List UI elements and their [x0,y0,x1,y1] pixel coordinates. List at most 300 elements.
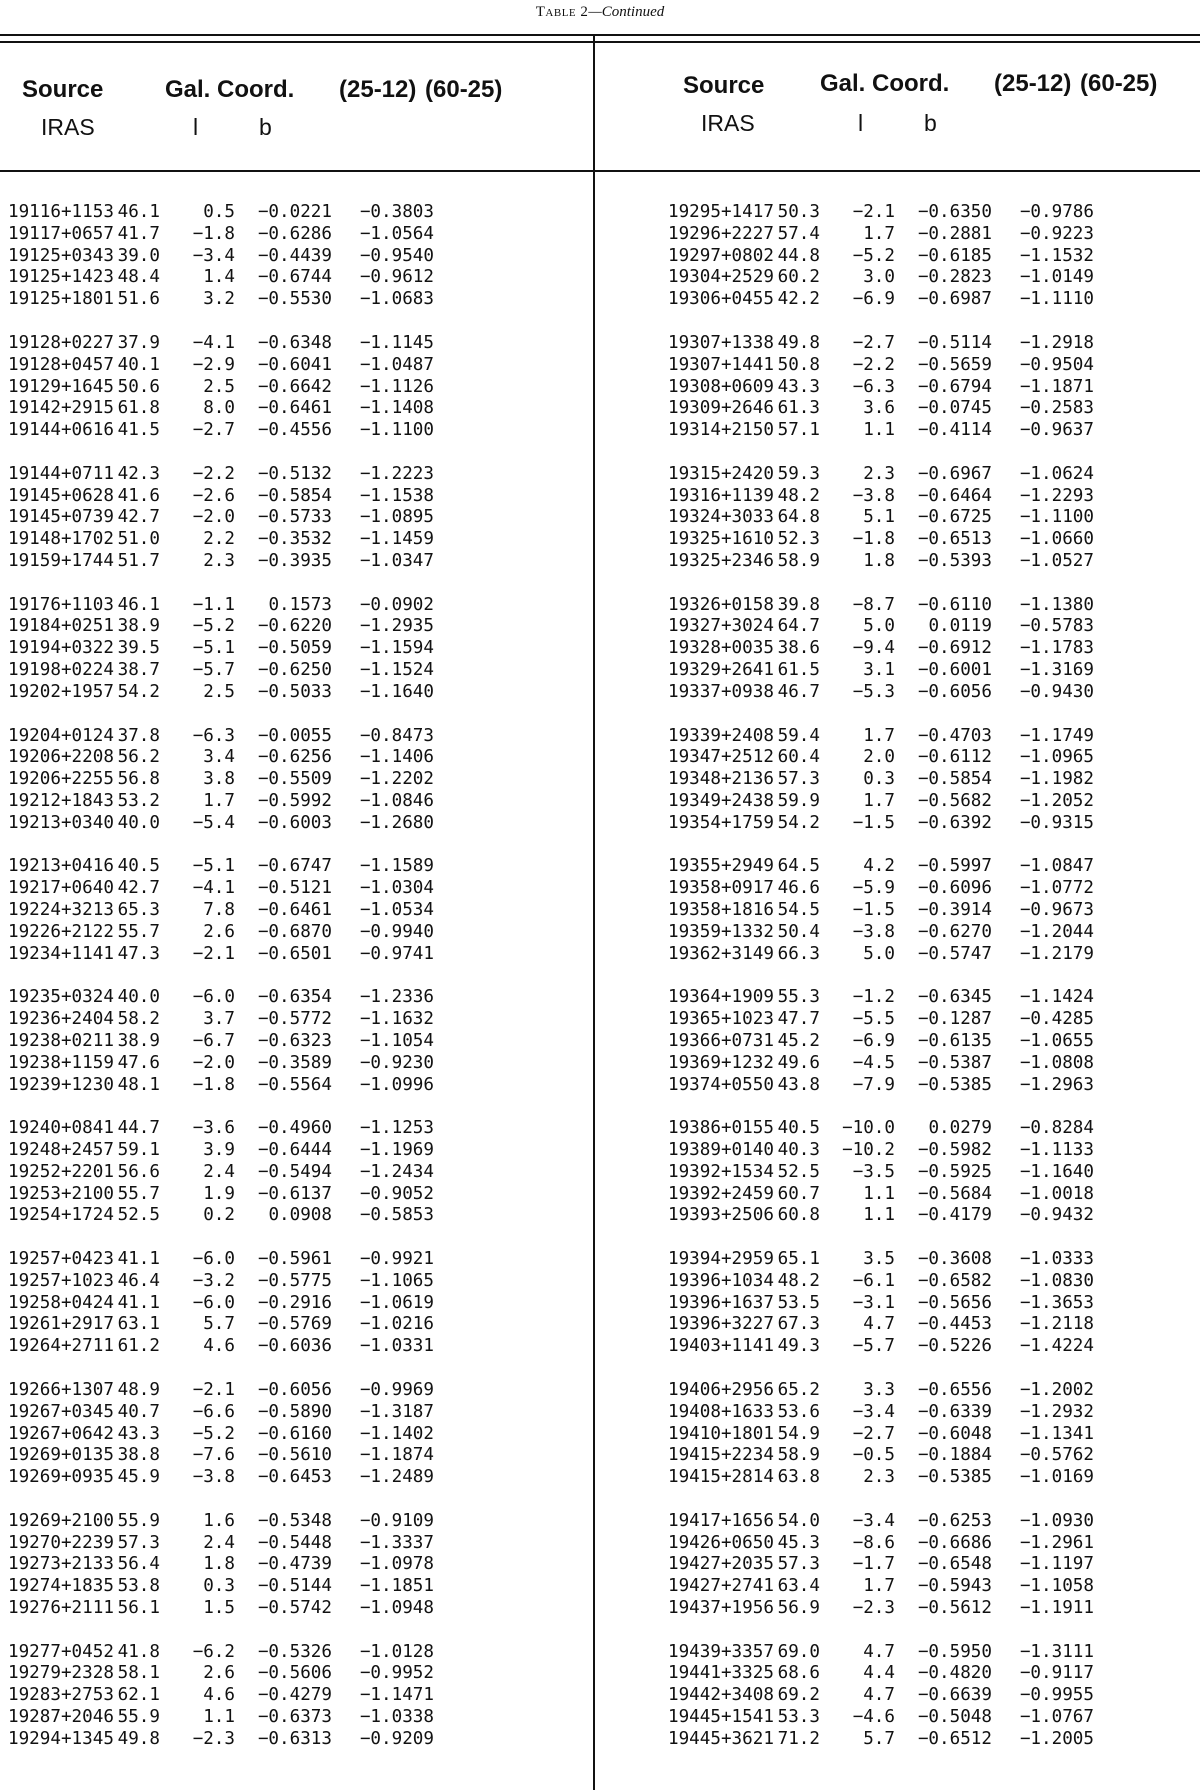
cell-25-12: −0.6548 [917,1554,992,1575]
cell-l: 57.1 [777,420,820,441]
cell-source: 19308+0609 [668,376,774,397]
cell-60-25: −0.5853 [359,1205,434,1226]
cell-source: 19427+2035 [668,1554,774,1575]
cell-60-25: −1.1065 [359,1270,434,1291]
cell-60-25: −1.0564 [359,223,434,244]
cell-60-25: −0.9940 [359,921,434,942]
cell-source: 19427+2741 [668,1576,774,1597]
cell-25-12: −0.6345 [917,987,992,1008]
cell-l: 46.1 [117,202,160,222]
cell-b: 0.3 [203,1576,235,1597]
cell-b: 5.0 [863,943,895,964]
cell-source: 19294+1345 [8,1728,114,1749]
cell-60-25: −1.0169 [1019,1467,1094,1488]
cell-b: 1.1 [863,1205,895,1226]
cell-b: −5.2 [192,616,235,637]
table-row [660,1707,1200,1729]
cell-b: −9.4 [852,638,895,659]
cell-source: 19392+1534 [668,1161,774,1182]
cell-b: −10.0 [842,1118,895,1139]
cell-b: −1.8 [852,529,895,550]
cell-l: 61.2 [117,1336,160,1357]
cell-60-25: −1.0487 [359,354,434,375]
cell-25-12: −0.5684 [917,1183,992,1204]
cell-source: 19358+1816 [668,900,774,920]
cell-l: 48.2 [777,485,820,506]
cell-l: 53.2 [117,790,160,811]
cell-b: −4.1 [192,878,235,899]
cell-source: 19347+2512 [668,747,774,768]
cell-source: 19206+2255 [8,769,114,790]
table-row [0,420,590,442]
cell-l: 56.6 [117,1161,160,1182]
cell-source: 19327+3024 [668,616,774,637]
cell-l: 40.1 [117,354,160,375]
cell-l: 54.2 [117,681,160,702]
cell-60-25: −1.0660 [1019,529,1094,550]
cell-60-25: −1.2489 [359,1467,434,1488]
cell-source: 19252+2201 [8,1161,114,1182]
table-row [0,1685,590,1707]
table-row [0,616,590,638]
cell-l: 45.2 [777,1030,820,1051]
cell-25-12: −0.5772 [257,1009,332,1030]
cell-60-25: −1.1133 [1019,1139,1094,1160]
cell-source: 19206+2208 [8,747,114,768]
cell-source: 19236+2404 [8,1009,114,1030]
table-caption [0,4,1200,21]
cell-25-12: −0.5733 [257,507,332,528]
cell-25-12: −0.5033 [257,681,332,702]
cell-60-25: −1.0895 [359,507,434,528]
cell-l: 38.8 [117,1445,160,1466]
cell-source: 19257+1023 [8,1270,114,1291]
cell-60-25: −1.1874 [359,1445,434,1466]
table-row [660,1467,1200,1489]
cell-60-25: −1.3111 [1019,1641,1094,1662]
cell-l: 53.5 [777,1292,820,1313]
cell-60-25: −1.1406 [359,747,434,768]
header-gal-coord: Gal. Coord. [165,76,295,103]
table-row [0,1729,590,1751]
cell-l: 55.7 [117,921,160,942]
cell-60-25: −1.2932 [1019,1401,1094,1422]
cell-source: 19369+1232 [668,1052,774,1073]
cell-25-12: −0.5387 [917,1052,992,1073]
cell-25-12: −0.6870 [257,921,332,942]
cell-25-12: −0.6461 [257,398,332,419]
cell-60-25: −1.0655 [1019,1030,1094,1051]
cell-b: −6.9 [852,289,895,310]
cell-l: 71.2 [777,1728,820,1749]
cell-b: 4.7 [863,1314,895,1335]
cell-source: 19117+0657 [8,223,114,244]
cell-60-25: −1.0930 [1019,1510,1094,1531]
table-row [0,398,590,420]
cell-b: 0.2 [203,1205,235,1226]
cell-25-12: −0.5890 [257,1401,332,1422]
cell-60-25: −0.9052 [359,1183,434,1204]
cell-60-25: −1.0830 [1019,1270,1094,1291]
cell-25-12: −0.4279 [257,1685,332,1706]
cell-source: 19125+1801 [8,289,114,310]
table-row [660,246,1200,268]
cell-60-25: −1.0331 [359,1336,434,1357]
cell-source: 19248+2457 [8,1139,114,1160]
table-row [660,638,1200,660]
table-row [0,595,590,617]
cell-b: −2.2 [852,354,895,375]
table-row [660,1075,1200,1097]
table-row [0,1467,590,1489]
table-row [0,660,590,682]
cell-25-12: −0.5656 [917,1292,992,1313]
cell-b: −1.2 [852,987,895,1008]
cell-source: 19307+1441 [668,354,774,375]
cell-25-12: −0.6392 [917,812,992,833]
header-bottom-rule [0,170,1200,172]
cell-b: −1.8 [192,223,235,244]
cell-source: 19159+1744 [8,551,114,571]
cell-b: 5.0 [863,616,895,637]
top-rule-2 [0,41,1200,43]
cell-l: 45.9 [117,1467,160,1488]
table-row [660,333,1200,355]
cell-25-12: −0.6639 [917,1685,992,1706]
cell-l: 57.3 [117,1532,160,1553]
cell-60-25: −1.1110 [1019,289,1094,310]
table-row [0,638,590,660]
cell-b: 3.1 [863,660,895,681]
cell-b: 3.0 [863,267,895,288]
cell-25-12: −0.5950 [917,1641,992,1662]
table-row [0,1576,590,1598]
cell-source: 19125+1423 [8,267,114,288]
table-row [660,769,1200,791]
cell-source: 19253+2100 [8,1183,114,1204]
cell-25-12: −0.5144 [257,1576,332,1597]
cell-b: −2.1 [852,202,895,222]
cell-60-25: −1.1594 [359,638,434,659]
cell-25-12: −0.5925 [917,1161,992,1182]
cell-source: 19329+2641 [668,660,774,681]
cell-25-12: −0.3589 [257,1052,332,1073]
cell-b: −8.7 [852,594,895,615]
cell-60-25: −1.2002 [1019,1379,1094,1400]
table-row [0,987,590,1009]
cell-source: 19316+1139 [668,485,774,506]
table-row [660,660,1200,682]
cell-60-25: −1.0216 [359,1314,434,1335]
cell-25-12: −0.5385 [917,1467,992,1488]
table-row [660,1598,1200,1620]
cell-60-25: −0.9921 [359,1249,434,1269]
cell-b: 4.6 [203,1336,235,1357]
cell-b: 4.6 [203,1685,235,1706]
cell-25-12: −0.6453 [257,1467,332,1488]
cell-25-12: −0.6048 [917,1423,992,1444]
cell-b: −2.1 [192,1379,235,1400]
cell-source: 19287+2046 [8,1707,114,1728]
cell-l: 51.0 [117,529,160,550]
cell-source: 19365+1023 [668,1009,774,1030]
cell-25-12: −0.5448 [257,1532,332,1553]
table-row [0,355,590,377]
cell-25-12: −0.5564 [257,1074,332,1095]
cell-l: 51.7 [117,551,160,571]
cell-b: −6.9 [852,1030,895,1051]
cell-60-25: −1.1126 [359,376,434,397]
cell-60-25: −1.1589 [359,856,434,877]
table-row [0,747,590,769]
cell-source: 19403+1141 [668,1336,774,1357]
cell-l: 56.8 [117,769,160,790]
table-row [0,769,590,791]
cell-l: 41.8 [117,1641,160,1662]
cell-25-12: −0.6373 [257,1707,332,1728]
cell-l: 63.8 [777,1467,820,1488]
top-rule-1 [0,34,1200,36]
table-row [0,1031,590,1053]
table-row [0,1380,590,1402]
cell-60-25: −1.1532 [1019,245,1094,266]
cell-b: 0.5 [203,202,235,222]
table-row [660,1511,1200,1533]
cell-b: −6.0 [192,1249,235,1269]
cell-b: −2.7 [192,420,235,441]
cell-25-12: −0.6513 [917,529,992,550]
table-row [660,486,1200,508]
cell-l: 38.6 [777,638,820,659]
cell-source: 19437+1956 [668,1598,774,1618]
cell-25-12: −0.5530 [257,289,332,310]
cell-60-25: −0.9223 [1019,223,1094,244]
table-row [0,1249,590,1271]
cell-source: 19264+2711 [8,1336,114,1357]
cell-l: 52.5 [777,1161,820,1182]
cell-source: 19234+1141 [8,943,114,964]
table-row [660,595,1200,617]
cell-l: 59.1 [117,1139,160,1160]
cell-25-12: −0.2823 [917,267,992,288]
cell-source: 19417+1656 [668,1510,774,1531]
cell-25-12: 0.0279 [928,1118,992,1139]
cell-25-12: −0.5610 [257,1445,332,1466]
cell-60-25: −1.0534 [359,900,434,920]
cell-60-25: −0.9673 [1019,900,1094,920]
cell-60-25: −0.9969 [359,1379,434,1400]
cell-60-25: −0.9612 [359,267,434,288]
header-25-12: (25-12) [994,70,1072,97]
cell-l: 62.1 [117,1685,160,1706]
cell-25-12: −0.5114 [917,332,992,353]
cell-source: 19269+0935 [8,1467,114,1488]
cell-l: 65.2 [777,1379,820,1400]
cell-l: 49.8 [777,332,820,353]
cell-b: −2.3 [852,1598,895,1618]
cell-60-25: −1.1424 [1019,987,1094,1008]
cell-60-25: −1.0948 [359,1598,434,1618]
cell-l: 38.9 [117,616,160,637]
cell-25-12: −0.6041 [257,354,332,375]
cell-b: −6.3 [852,376,895,397]
cell-60-25: −0.2583 [1019,398,1094,419]
cell-b: 3.5 [863,1249,895,1269]
cell-25-12: 0.1573 [268,594,332,615]
table-row [660,1184,1200,1206]
cell-l: 49.3 [777,1336,820,1357]
cell-60-25: −1.0149 [1019,267,1094,288]
table-row [0,224,590,246]
table-row [0,377,590,399]
cell-source: 19226+2122 [8,921,114,942]
cell-l: 56.2 [117,747,160,768]
cell-b: −6.6 [192,1401,235,1422]
cell-b: −1.8 [192,1074,235,1095]
header-iras: IRAS [41,114,95,140]
cell-b: −5.7 [852,1336,895,1357]
cell-l: 68.6 [777,1663,820,1684]
cell-l: 41.6 [117,485,160,506]
cell-l: 42.7 [117,878,160,899]
cell-25-12: −0.6686 [917,1532,992,1553]
cell-60-25: −0.9315 [1019,812,1094,833]
cell-25-12: −0.6747 [257,856,332,877]
cell-60-25: −1.2179 [1019,943,1094,964]
cell-25-12: −0.5682 [917,790,992,811]
cell-b: 1.7 [863,223,895,244]
cell-l: 61.3 [777,398,820,419]
cell-b: 1.6 [203,1510,235,1531]
cell-25-12: −0.5854 [257,485,332,506]
cell-25-12: −0.5048 [917,1707,992,1728]
cell-b: −7.9 [852,1074,895,1095]
cell-60-25: −1.0767 [1019,1707,1094,1728]
cell-25-12: −0.5509 [257,769,332,790]
cell-60-25: −1.1100 [1019,507,1094,528]
table-row [0,813,590,835]
cell-b: −1.5 [852,812,895,833]
cell-25-12: −0.4820 [917,1663,992,1684]
cell-b: 5.7 [203,1314,235,1335]
cell-60-25: −1.0304 [359,878,434,899]
table-row [0,1554,590,1576]
cell-b: −2.1 [192,943,235,964]
cell-60-25: −1.0847 [1019,856,1094,877]
cell-l: 58.2 [117,1009,160,1030]
cell-b: −3.4 [852,1401,895,1422]
cell-l: 59.3 [777,463,820,484]
cell-source: 19366+0731 [668,1030,774,1051]
cell-b: −5.2 [852,245,895,266]
cell-l: 58.9 [777,1445,820,1466]
cell-l: 53.8 [117,1576,160,1597]
cell-60-25: −0.8473 [359,725,434,746]
cell-25-12: −0.6256 [257,747,332,768]
header-b: b [259,114,272,140]
cell-source: 19276+2111 [8,1598,114,1618]
cell-25-12: −0.0221 [257,202,332,222]
table-row [0,1598,590,1620]
cell-source: 19439+3357 [668,1641,774,1662]
cell-source: 19238+1159 [8,1052,114,1073]
cell-l: 40.5 [117,856,160,877]
cell-source: 19426+0650 [668,1532,774,1553]
cell-source: 19198+0224 [8,660,114,681]
cell-b: 8.0 [203,398,235,419]
cell-b: 2.5 [203,681,235,702]
cell-25-12: −0.4703 [917,725,992,746]
cell-60-25: −0.9109 [359,1510,434,1531]
cell-l: 40.0 [117,812,160,833]
cell-l: 46.6 [777,878,820,899]
cell-60-25: −0.9209 [359,1728,434,1749]
cell-60-25: −0.4285 [1019,1009,1094,1030]
cell-60-25: −1.2044 [1019,921,1094,942]
cell-25-12: −0.3935 [257,551,332,571]
cell-l: 52.5 [117,1205,160,1226]
cell-l: 43.3 [777,376,820,397]
cell-25-12: −0.3532 [257,529,332,550]
cell-l: 47.6 [117,1052,160,1073]
table-row [660,682,1200,704]
cell-b: −3.8 [192,1467,235,1488]
cell-25-12: −0.1287 [917,1009,992,1030]
header-25-12: (25-12) [339,76,417,103]
cell-b: 1.7 [863,790,895,811]
cell-b: −2.7 [852,1423,895,1444]
cell-25-12: −0.6220 [257,616,332,637]
cell-l: 60.8 [777,1205,820,1226]
cell-b: 3.7 [203,1009,235,1030]
cell-60-25: −1.1632 [359,1009,434,1030]
cell-source: 19339+2408 [668,725,774,746]
cell-60-25: −1.0018 [1019,1183,1094,1204]
table-row [0,1053,590,1075]
table-row [0,1162,590,1184]
cell-b: −5.7 [192,660,235,681]
cell-l: 50.4 [777,921,820,942]
cell-60-25: −1.3337 [359,1532,434,1553]
cell-60-25: −1.0978 [359,1554,434,1575]
cell-source: 19213+0416 [8,856,114,877]
cell-source: 19240+0841 [8,1118,114,1139]
cell-25-12: −0.5612 [917,1598,992,1618]
cell-25-12: −0.4114 [917,420,992,441]
cell-25-12: −0.0745 [917,398,992,419]
cell-b: 4.4 [863,1663,895,1684]
table-row [0,1009,590,1031]
cell-b: 1.8 [863,551,895,571]
cell-25-12: −0.5961 [257,1249,332,1269]
table-row [660,1205,1200,1227]
cell-l: 45.3 [777,1532,820,1553]
cell-l: 48.9 [117,1379,160,1400]
table-row [660,1533,1200,1555]
cell-l: 61.5 [777,660,820,681]
cell-l: 60.7 [777,1183,820,1204]
cell-l: 39.8 [777,594,820,615]
cell-l: 58.1 [117,1663,160,1684]
cell-l: 48.4 [117,267,160,288]
cell-25-12: −0.6339 [917,1401,992,1422]
cell-l: 39.5 [117,638,160,659]
cell-l: 48.2 [777,1270,820,1291]
table-row [0,1293,590,1315]
cell-source: 19239+1230 [8,1074,114,1095]
cell-60-25: −1.0128 [359,1641,434,1662]
cell-l: 44.7 [117,1118,160,1139]
